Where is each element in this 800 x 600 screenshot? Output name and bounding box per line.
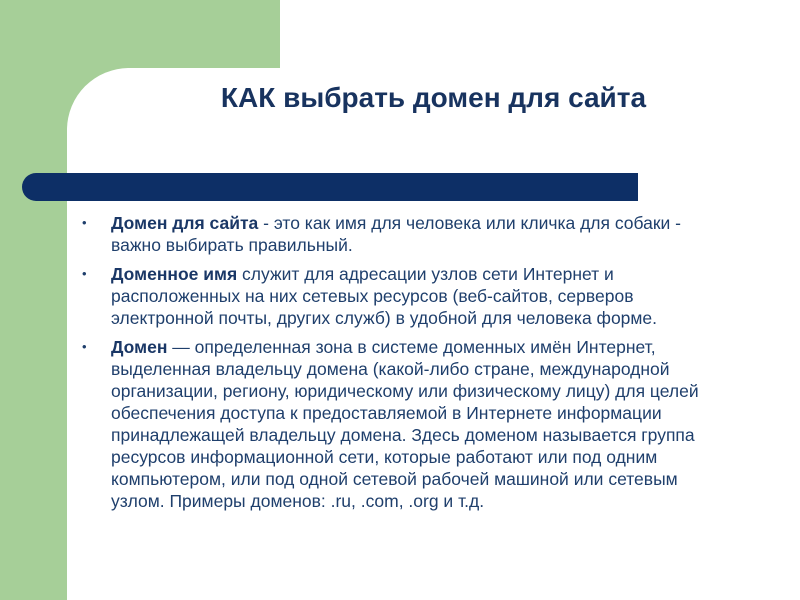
bullet-dot-icon: • <box>82 266 87 281</box>
bullet-text: - это как имя для человека или кличка для собаки - важно выбирать правильный. <box>111 213 682 255</box>
bullet-term: Домен <box>111 337 168 357</box>
bullet-text: служит для адресации узлов сети Интернет и расположенных на них сетевых ресурсов (веб-сайтов, серверов электронной почты, других служб) в удобной для человека форме. <box>111 264 658 328</box>
bullet-dot-icon: • <box>82 215 87 230</box>
bullet-term: Домен для сайта <box>111 213 259 233</box>
bullet-list <box>82 212 722 519</box>
bullet-item-domain-name <box>82 263 722 329</box>
bullet-term: Доменное имя <box>111 264 238 284</box>
bullet-text: — определенная зона в системе доменных имён Интернет, выделенная владельцу домена (какой-либо стране, международной организации, региону, юридическому или физическому лицу) для целей обеспечения доступа к предоставляемой в Интернете информации принадлежащей владельцу домена. Здесь доменом называется группа ресурсов информационной сети, которые работают или под одним компьютером, или под одной сетевой рабочей машиной или сетевым узлом. Примеры доменов: .ru, .com, .org и т.д. <box>111 337 699 511</box>
bullet-item-domain-for-site <box>82 212 722 256</box>
title-divider-bar <box>22 173 638 201</box>
bullet-item-domain <box>82 336 722 512</box>
bullet-dot-icon: • <box>82 339 87 354</box>
slide-title: КАК выбрать домен для сайта <box>220 82 647 113</box>
